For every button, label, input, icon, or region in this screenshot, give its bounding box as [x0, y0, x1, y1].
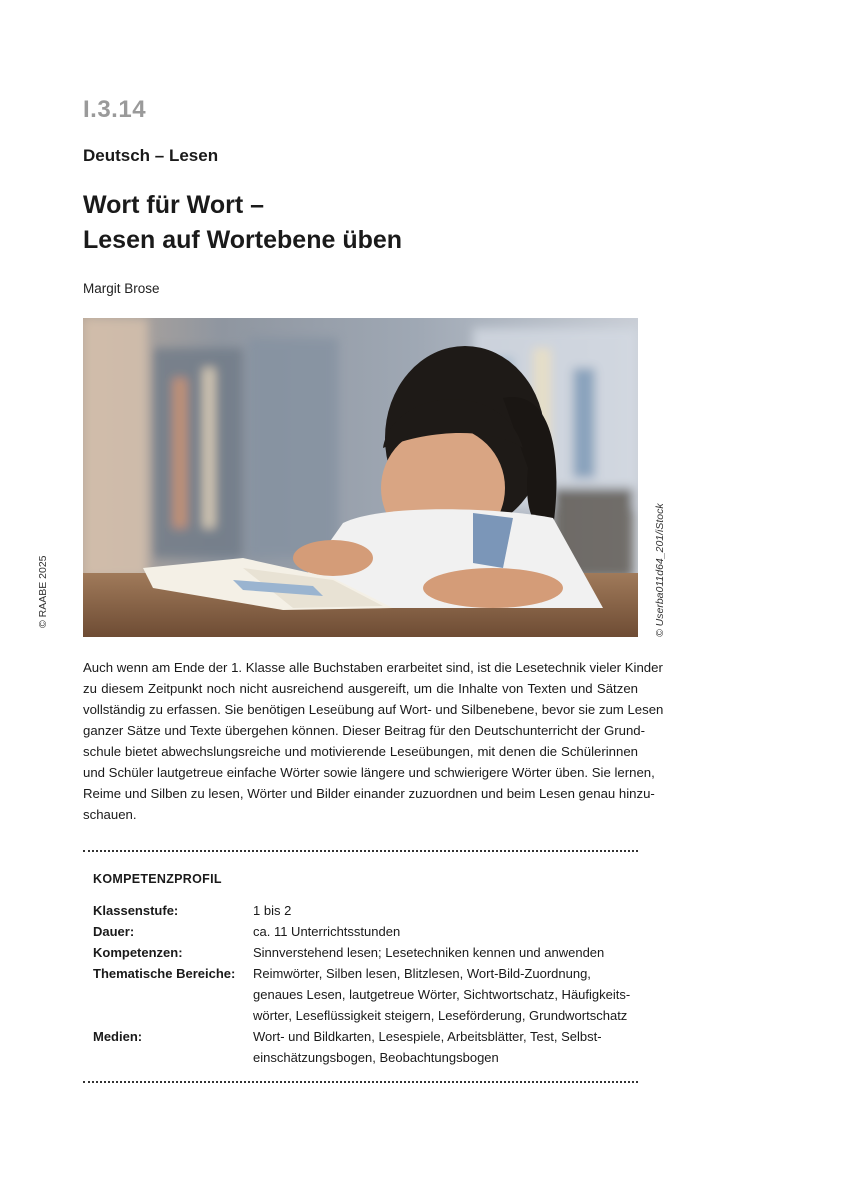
profile-row-medien [93, 1026, 633, 1068]
profile-value [253, 921, 633, 942]
divider-top [83, 850, 638, 852]
abstract-line: Reime und Silben zu lesen, Wörter und Bilder einander zuzuordnen und beim Lesen genau hinzu- [83, 786, 655, 801]
profile-row-kompetenzen [93, 942, 633, 963]
abstract-line: zu diesem Zeitpunkt noch nicht ausreichend ausgereift, um die Inhalte von Texten und Sätzen [83, 681, 638, 696]
kompetenzprofil-table [93, 900, 633, 1068]
profile-label: Thematische Bereiche: [93, 966, 236, 981]
profile-row-dauer [93, 921, 633, 942]
abstract-line: ganzer Sätze und Texte übergehen können. Dieser Beitrag für den Deutschunterricht der Grund- [83, 723, 646, 738]
title-line-2: Lesen auf Wortebene üben [83, 226, 403, 254]
profile-row-thematische-bereiche [93, 963, 633, 1026]
profile-value-line: Reimwörter, Silben lesen, Blitzlesen, Wort-Bild-Zuordnung, [253, 966, 591, 981]
page-title [83, 188, 402, 258]
profile-row-klassenstufe [93, 900, 633, 921]
abstract-line: vollständig zu erfassen. Sie benötigen Leseübung auf Wort- und Silbenebene, bevor sie zum Lesen [83, 702, 664, 717]
subject-heading: Deutsch – Lesen [83, 146, 219, 165]
profile-value-line: Sinnverstehend lesen; Lesetechniken kennen und anwenden [253, 945, 605, 960]
profile-label: Kompetenzen: [93, 945, 183, 960]
profile-value-line: ca. 11 Unterrichtsstunden [253, 924, 401, 939]
profile-label: Dauer: [93, 924, 135, 939]
abstract-line: schule bietet abwechslungsreiche und motivierende Leseübungen, mit denen die Schülerinnen [83, 744, 638, 759]
profile-value-line: 1 bis 2 [253, 903, 292, 918]
author-name: Margit Brose [83, 281, 160, 296]
title-line-1: Wort für Wort – [83, 191, 265, 219]
abstract-text [83, 657, 664, 825]
profile-label: Klassenstufe: [93, 903, 179, 918]
profile-label: Medien: [93, 1029, 143, 1044]
cover-photo-girl-reading [83, 318, 638, 637]
abstract-line: und Schüler lautgetreue einfache Wörter sowie längere und schwierigere Wörter üben. Sie lernen, [83, 765, 655, 780]
photo-credit: © Userba011d64_201/iStock [654, 503, 666, 637]
kompetenzprofil-heading: KOMPETENZPROFIL [93, 872, 222, 886]
profile-value-line: einschätzungsbogen, Beobachtungsbogen [253, 1050, 499, 1065]
profile-value-line: genaues Lesen, lautgetreue Wörter, Sichtwortschatz, Häufigkeits- [253, 987, 631, 1002]
abstract-line: Auch wenn am Ende der 1. Klasse alle Buchstaben erarbeitet sind, ist die Lesetechnik vieler Kinder [83, 660, 663, 675]
unit-code: I.3.14 [83, 96, 147, 123]
profile-value [253, 1026, 633, 1068]
profile-value-line: Wort- und Bildkarten, Lesespiele, Arbeitsblätter, Test, Selbst- [253, 1029, 602, 1044]
profile-value [253, 963, 633, 1026]
profile-value [253, 942, 633, 963]
abstract-line: schauen. [83, 807, 137, 822]
divider-bottom [83, 1081, 638, 1083]
side-copyright: © RAABE 2025 [37, 555, 49, 628]
profile-value [253, 900, 633, 921]
profile-value-line: wörter, Leseflüssigkeit steigern, Leseförderung, Grundwortschatz [253, 1008, 628, 1023]
